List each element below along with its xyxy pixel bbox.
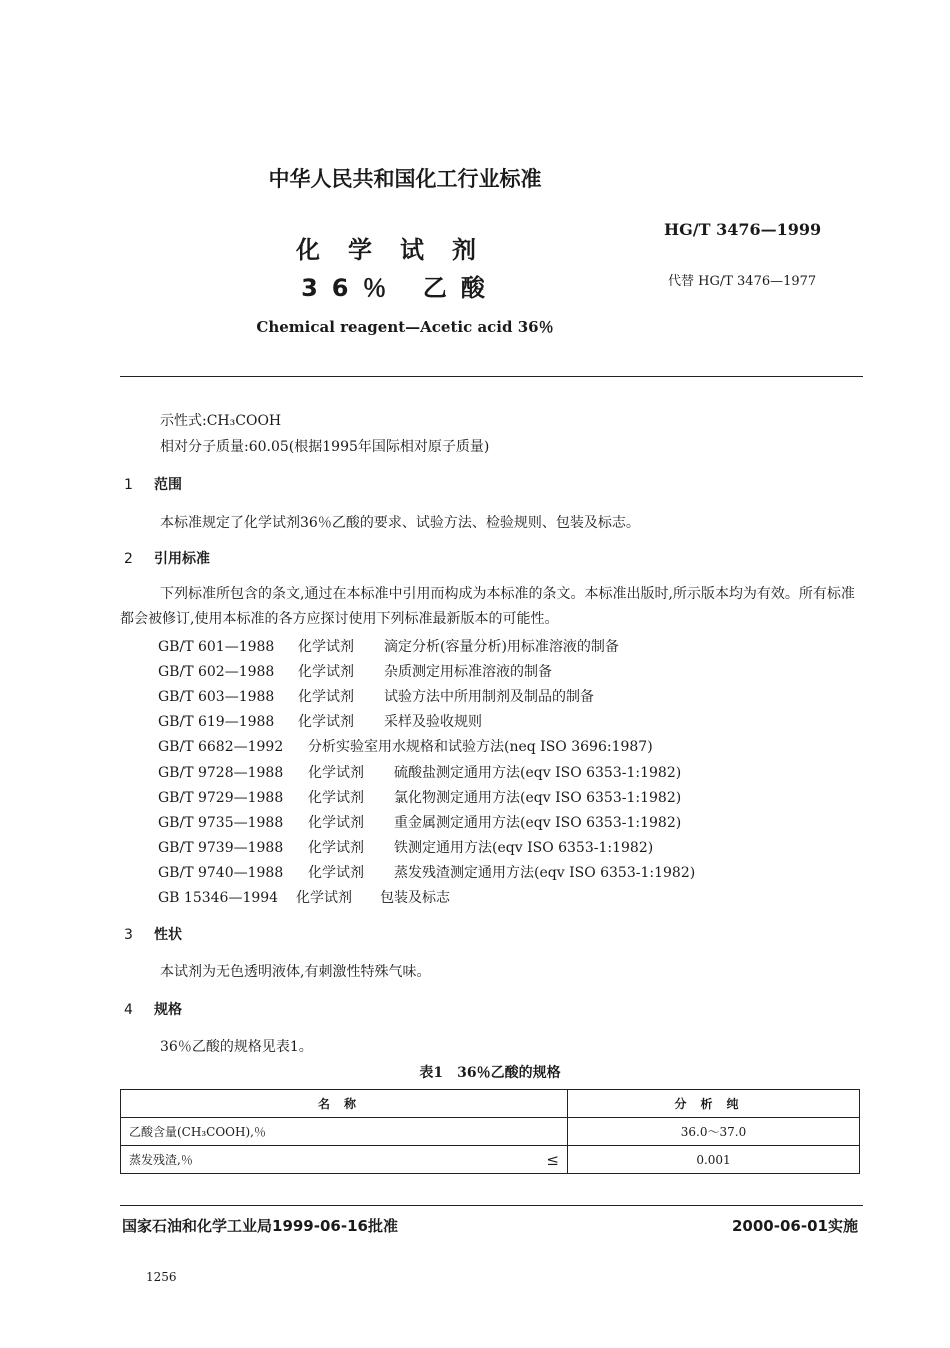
table-row [121, 1146, 860, 1174]
english-title: Chemical reagent—Acetic acid 36％ [256, 318, 554, 336]
reference-title: 重金属测定通用方法(eqv ISO 6353-1:1982) [394, 815, 682, 831]
reference-category: 化学试剂 [308, 765, 364, 781]
reference-category: 化学试剂 [298, 639, 354, 655]
reference-category: 化学试剂 [308, 840, 364, 856]
reference-title: 分析实验室用水规格和试验方法(neq ISO 3696:1987) [308, 739, 653, 755]
approval-date: 国家石油和化学工业局1999-06-16批准 [122, 1217, 398, 1235]
reference-code: GB/T 619—1988 [158, 714, 275, 730]
reference-title: 氯化物测定通用方法(eqv ISO 6353-1:1982) [394, 790, 682, 806]
row-operator [521, 1118, 568, 1146]
row-operator: ≤ [521, 1146, 568, 1174]
reference-item [158, 837, 653, 857]
reference-item [158, 711, 482, 731]
reference-title: 硫酸盐测定通用方法(eqv ISO 6353-1:1982) [394, 765, 682, 781]
section-heading-scope [124, 474, 182, 494]
properties-text: 本试剂为无色透明液体,有刺激性特殊气味。 [160, 964, 431, 980]
formula: 示性式:CH₃COOH [160, 413, 282, 429]
spec-intro: 36％乙酸的规格见表1。 [160, 1039, 313, 1055]
section-number: 2 [124, 551, 133, 567]
section-number: 4 [124, 1002, 133, 1018]
header-grade: 分析纯 [568, 1090, 860, 1118]
reference-item [158, 787, 681, 807]
standard-number: HG/T 3476—1999 [664, 220, 822, 239]
reference-item [158, 862, 695, 882]
header-divider [120, 376, 863, 377]
reference-title: 杂质测定用标准溶液的制备 [384, 664, 552, 680]
section-title: 性状 [154, 927, 182, 943]
reference-code: GB/T 9729—1988 [158, 790, 284, 806]
section-number: 1 [124, 477, 133, 493]
reference-category: 化学试剂 [308, 790, 364, 806]
reference-code: GB 15346—1994 [158, 890, 279, 906]
reference-item [158, 686, 594, 706]
document-title: 化学试剂 [296, 236, 504, 264]
reference-category: 化学试剂 [296, 890, 352, 906]
table-header-row [121, 1090, 860, 1118]
table-row [121, 1118, 860, 1146]
table-caption: 表1 36％乙酸的规格 [419, 1065, 561, 1081]
section-heading-references [124, 548, 210, 568]
reference-title: 蒸发残渣测定通用方法(eqv ISO 6353-1:1982) [394, 865, 696, 881]
row-value: 36.0～37.0 [568, 1118, 860, 1146]
reference-category: 化学试剂 [298, 664, 354, 680]
reference-code: GB/T 601—1988 [158, 639, 275, 655]
reference-code: GB/T 9739—1988 [158, 840, 284, 856]
reference-item [158, 736, 653, 756]
section-heading-specification [124, 999, 182, 1019]
page-number: 1256 [146, 1270, 177, 1284]
section-title: 规格 [154, 1002, 182, 1018]
replaces-standard: 代替 HG/T 3476—1977 [668, 274, 817, 289]
reference-item [158, 812, 681, 832]
reference-category: 化学试剂 [308, 815, 364, 831]
effective-date: 2000-06-01实施 [732, 1217, 858, 1235]
molecular-mass: 相对分子质量:60.05(根据1995年国际相对原子质量) [160, 439, 490, 455]
header-name: 名称 [121, 1090, 568, 1118]
reference-title: 包装及标志 [380, 890, 450, 906]
row-name: 蒸发残渣,％ [121, 1146, 521, 1174]
references-intro: 下列标准所包含的条文,通过在本标准中引用而构成为本标准的条文。本标准出版时,所示版本均为有效。所有标准都会被修订,使用本标准的各方应探讨使用下列标准最新版本的可能性。 [120, 586, 855, 627]
spec-table [120, 1089, 860, 1174]
reference-item [158, 636, 619, 656]
reference-title: 滴定分析(容量分析)用标准溶液的制备 [384, 639, 619, 655]
row-name: 乙酸含量(CH₃COOH),％ [121, 1118, 521, 1146]
document-subtitle: 36％ 乙酸 [301, 274, 499, 302]
reference-category: 化学试剂 [298, 689, 354, 705]
reference-item [158, 661, 552, 681]
reference-category: 化学试剂 [308, 865, 364, 881]
reference-code: GB/T 603—1988 [158, 689, 275, 705]
reference-title: 铁测定通用方法(eqv ISO 6353-1:1982) [394, 840, 654, 856]
reference-item [158, 762, 681, 782]
reference-code: GB/T 9728—1988 [158, 765, 284, 781]
section-number: 3 [124, 927, 133, 943]
footer-divider [120, 1205, 863, 1206]
reference-category: 化学试剂 [298, 714, 354, 730]
reference-code: GB/T 9735—1988 [158, 815, 284, 831]
reference-item [158, 887, 450, 907]
reference-code: GB/T 6682—1992 [158, 739, 284, 755]
reference-title: 采样及验收规则 [384, 714, 482, 730]
row-value: 0.001 [568, 1146, 860, 1174]
scope-text: 本标准规定了化学试剂36％乙酸的要求、试验方法、检验规则、包装及标志。 [160, 515, 640, 531]
reference-title: 试验方法中所用制剂及制品的制备 [384, 689, 594, 705]
reference-code: GB/T 9740—1988 [158, 865, 284, 881]
standard-org-title: 中华人民共和国化工行业标准 [268, 167, 542, 191]
reference-code: GB/T 602—1988 [158, 664, 275, 680]
section-title: 引用标准 [154, 551, 210, 567]
section-heading-properties [124, 924, 182, 944]
section-title: 范围 [154, 477, 182, 493]
